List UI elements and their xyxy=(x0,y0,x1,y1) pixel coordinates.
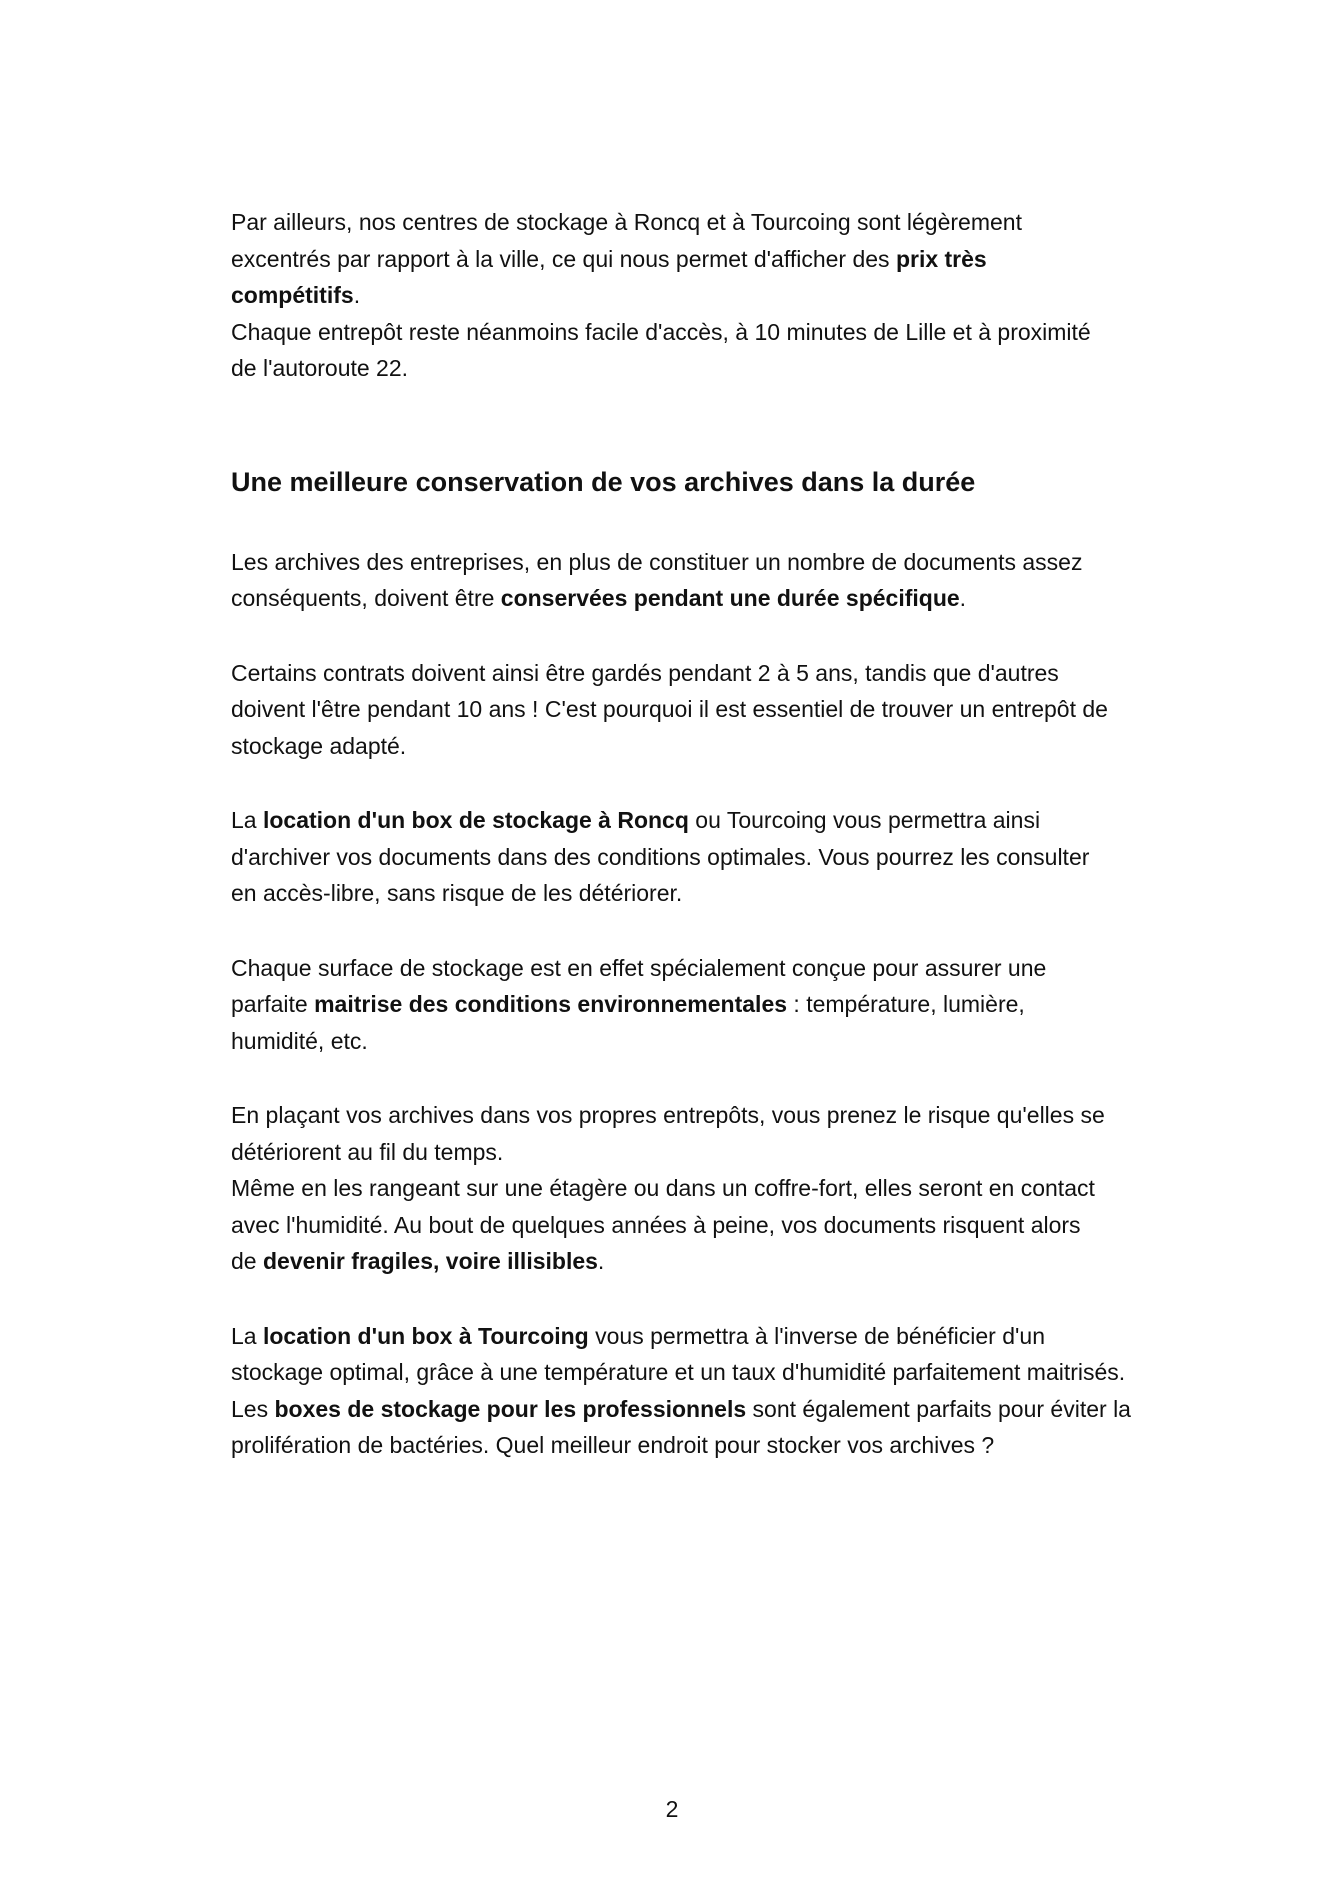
tourcoing-bold-text: location d'un box à Tourcoing xyxy=(262,1322,589,1349)
tourcoing-paragraph xyxy=(231,1318,1131,1464)
roncq-text: La xyxy=(231,807,263,833)
tourcoing-text-end: vous permettra à l'inverse de bénéficier d'un stockage optimal, grâce à une température et un taux d'humidité parfaitement maitrisés. xyxy=(231,1322,1126,1385)
entrepots-text-2: Même en les rangeant sur une étagère ou dans un coffre-fort, elles seront en contact avec l'humidité. Au bout de quelques années à peine, vos documents risquent alors de xyxy=(231,1175,1095,1274)
tourcoing-text: La xyxy=(231,1322,263,1349)
surface-text-end: : température, lumière, humidité, etc. xyxy=(231,991,1025,1054)
intro-paragraph xyxy=(231,204,1091,387)
access-text: Chaque entrepôt reste néanmoins facile d'accès, à 10 minutes de Lille et à proximité de l'autoroute 22. xyxy=(231,318,1091,381)
surface-paragraph xyxy=(231,950,1091,1060)
intro-text-end: . xyxy=(353,282,361,308)
intro-bold-text: prix très compétitifs xyxy=(231,245,987,308)
pros-text-end: sont également parfaits pour éviter la prolifération de bactéries. Quel meilleur endroit pour stocker vos archives ? xyxy=(231,1395,1131,1458)
roncq-bold-text: location d'un box de stockage à Roncq xyxy=(262,807,689,833)
archives-bold-text: conservées pendant une durée spécifique xyxy=(500,585,960,611)
archives-paragraph xyxy=(231,544,1131,617)
surface-bold-text: maitrise des conditions environnementales xyxy=(314,991,788,1017)
surface-text: Chaque surface de stockage est en effet spécialement conçue pour assurer une parfaite xyxy=(231,954,1047,1017)
entrepots-paragraph xyxy=(231,1097,1111,1280)
entrepots-text-end: . xyxy=(597,1248,605,1274)
pros-bold-text: boxes de stockage pour les professionnels xyxy=(274,1395,747,1422)
archives-text-end: . xyxy=(959,585,967,611)
pros-text: Les xyxy=(231,1395,275,1422)
intro-text: Par ailleurs, nos centres de stockage à Roncq et à Tourcoing sont légèrement excentrés par rapport à la ville, ce qui nous permet d'afficher des xyxy=(231,209,1022,272)
roncq-text-end: ou Tourcoing vous permettra ainsi d'archiver vos documents dans des conditions optimales. Vous pourrez les consulter en accès-libre, sans risque de les détériorer. xyxy=(231,807,1090,906)
page-number: 2 xyxy=(665,1796,679,1822)
contrats-paragraph: Certains contrats doivent ainsi être gardés pendant 2 à 5 ans, tandis que d'autres doivent l'être pendant 10 ans ! C'est pourquoi il est essentiel de trouver un entrepôt de stockage adapté. xyxy=(231,659,1108,759)
archives-text: Les archives des entreprises, en plus de constituer un nombre de documents assez conséquents, doivent être xyxy=(231,548,1083,611)
entrepots-bold-text: devenir fragiles, voire illisibles xyxy=(262,1248,598,1274)
entrepots-text: En plaçant vos archives dans vos propres entrepôts, vous prenez le risque qu'elles se détériorent au fil du temps. xyxy=(231,1102,1105,1165)
section-heading: Une meilleure conservation de vos archives dans la durée xyxy=(231,466,976,497)
page-content xyxy=(231,204,1131,1464)
roncq-paragraph xyxy=(231,802,1091,912)
